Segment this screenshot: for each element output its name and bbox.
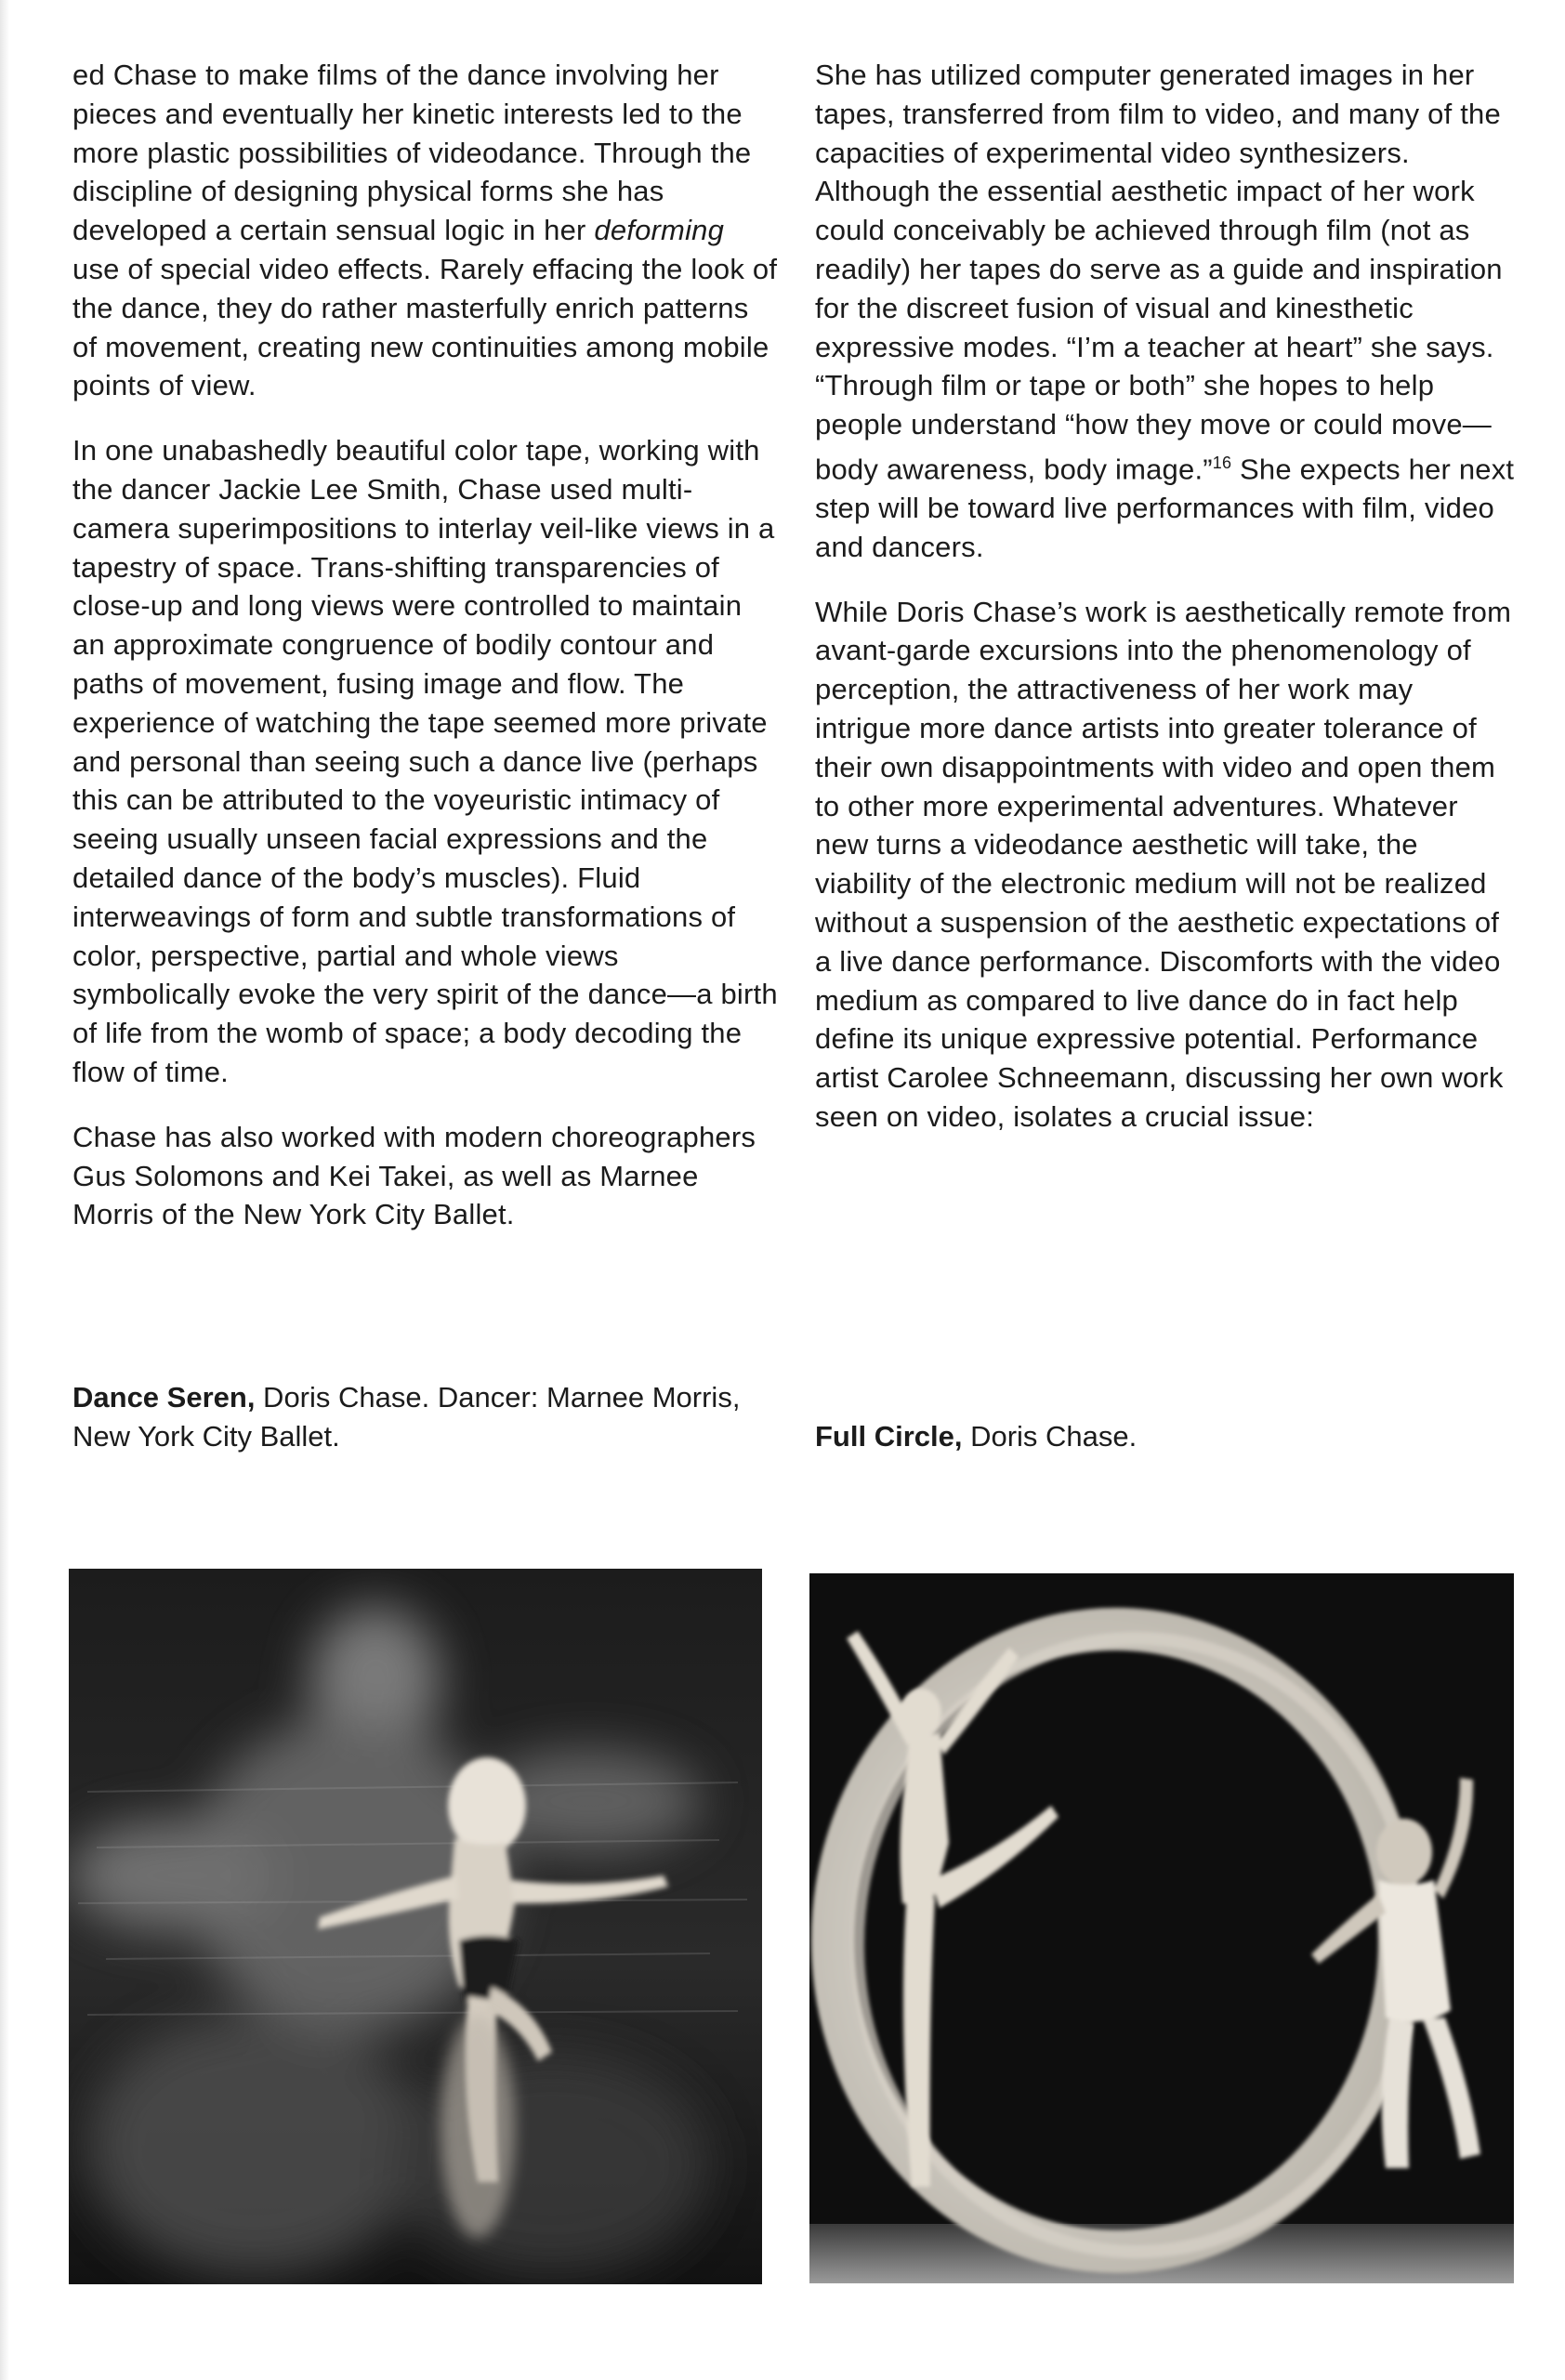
right-text-column (815, 56, 1517, 1163)
dancer-superimposition-image (69, 1569, 762, 2284)
ring-dancers-image (809, 1573, 1514, 2283)
photo-full-circle (809, 1573, 1514, 2283)
photo-dance-seren (69, 1569, 762, 2284)
left-text-column (72, 56, 779, 1260)
caption-full-circle: Full Circle, Doris Chase. (815, 1420, 1138, 1453)
paragraph-3: Chase has also worked with modern choreographers Gus Solomons and Kei Takei, as well as Marnee Morris of the New York City Ballet. (72, 1120, 756, 1231)
caption-title: Full Circle, (815, 1420, 963, 1453)
page-edge-shadow (0, 0, 9, 2380)
paragraph-4: She has utilized computer generated images in her tapes, transferred from film to video, and many of the capacities of experimental video synthesizers. Although the essential aesthetic impact of her work could conceivably be achieved through film (not as readily) her tapes do serve as a guide and inspiration for the discreet fusion of visual and kinesthetic expressive modes. “I’m a teacher at heart” she says. “Through film or tape or both” she hopes to help people understand “how they move or could move—body awareness, body image.”$^{16}$ She expects her next step will be toward live performances with film, video and dancers. (815, 59, 1515, 563)
caption-title: Dance Seren, (72, 1381, 256, 1414)
emphasis-deforming: deforming (594, 214, 725, 247)
paragraph-1: ed Chase to make films of the dance involving her pieces and eventually her kinetic interests led to the more plastic possibilities of videodance. Through the discipline of designing physical forms she has developed a certain sensual logic in her deforming use of special video effects. Rarely effacing the look of the dance, they do rather masterfully enrich patterns of movement, creating new continuities among mobile points of view. (72, 59, 778, 402)
caption-dance-seren: Dance Seren, Doris Chase. Dancer: Marnee Morris, New York City Ballet. (72, 1381, 741, 1453)
footnote-ref: 16 (1212, 453, 1232, 472)
paragraph-2: In one unabashedly beautiful color tape, working with the dancer Jackie Lee Smith, Chase used multi-camera superimpositions to interlay veil-like views in a tapestry of space. Trans-shifting transparencies of close-up and long views were controlled to maintain an approximate congruence of bodily contour and paths of movement, fusing image and flow. The experience of watching the tape seemed more private and personal than seeing such a dance live (perhaps this can be attributed to the voyeuristic intimacy of seeing usually unseen facial expressions and the detailed dance of the body’s muscles). Fluid interweavings of form and subtle transformations of color, perspective, partial and whole views symbolically evoke the very spirit of the dance—a birth of life from the womb of space; a body decoding the flow of time. (72, 434, 778, 1088)
paragraph-5: While Doris Chase’s work is aesthetically remote from avant-garde excursions into the phenomenology of perception, the attractiveness of her work may intrigue more dance artists into greater tolerance of their own disappointments with video and open them to other more experimental adventures. Whatever new turns a videodance aesthetic will take, the viability of the electronic medium will not be realized without a suspension of the aesthetic expectations of a live dance performance. Discomforts with the video medium as compared to live dance do in fact help define its unique expressive potential. Performance artist Carolee Schneemann, discussing her own work seen on video, isolates a crucial issue: (815, 595, 1512, 1134)
